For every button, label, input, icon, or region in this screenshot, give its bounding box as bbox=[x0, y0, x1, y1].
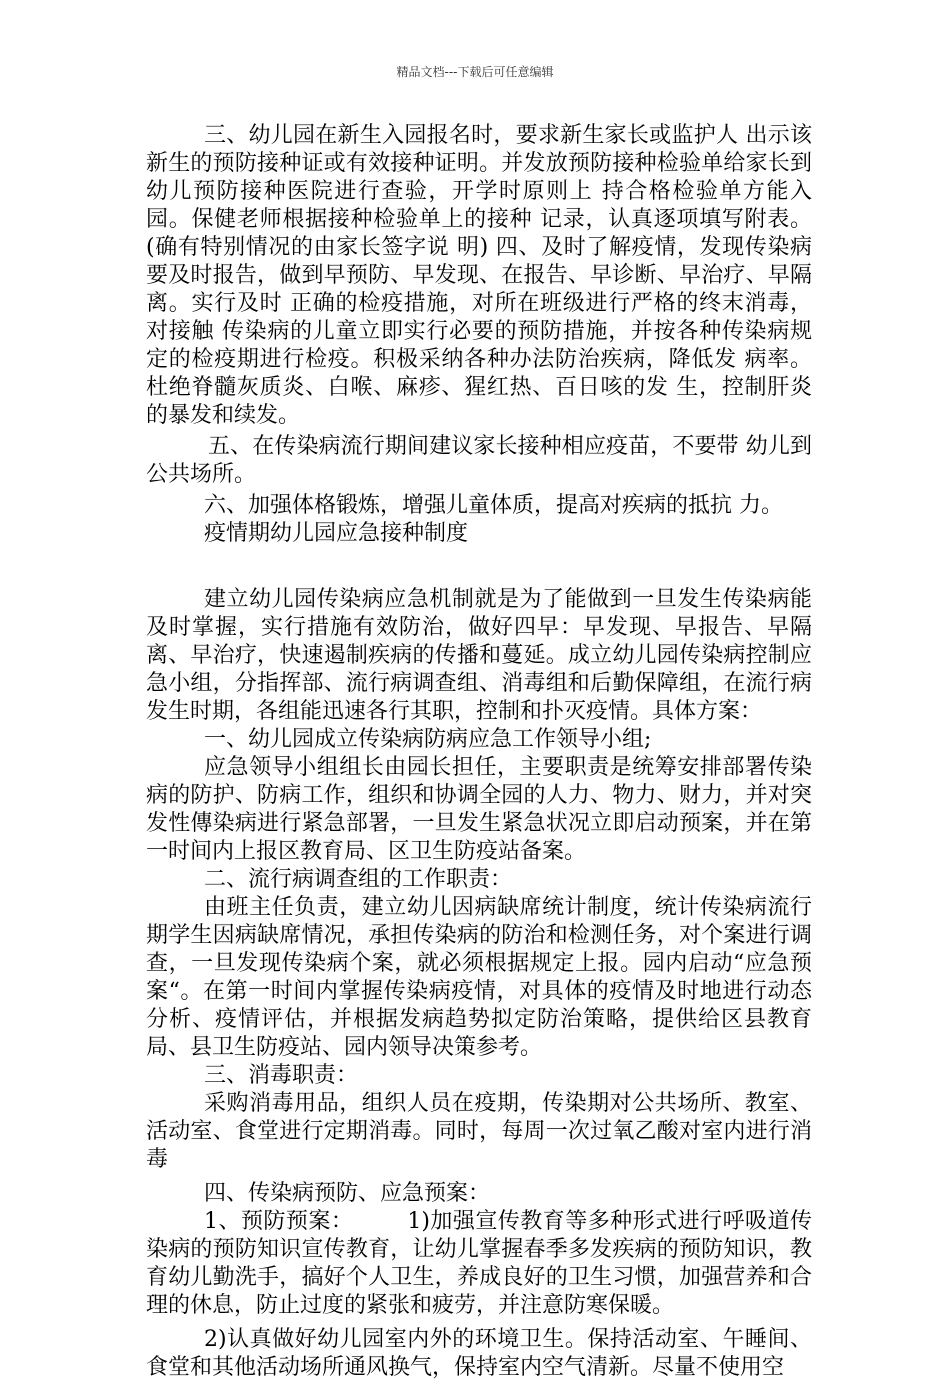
page-header: 精品文档---下载后可任意编辑 bbox=[396, 65, 554, 79]
paragraph-environment-hygiene: 2)认真做好幼儿园室内外的环境卫生。保持活动室、午睡间、食堂和其他活动场所通风换气，保持室内空气清新。尽量不使用空 bbox=[146, 1327, 812, 1380]
paragraph-physical-exercise: 六、加强体格锻炼，增强儿童体质，提高对疾病的抵抗 力。 bbox=[204, 493, 783, 518]
heading-leadership-group: 一、幼儿园成立传染病防病应急工作领导小组; bbox=[204, 727, 652, 752]
heading-epidemiology-group: 二、流行病调查组的工作职责： bbox=[204, 867, 513, 892]
paragraph-emergency-mechanism: 建立幼儿园传染病应急机制就是为了能做到一旦发生传染病能及时掌握，实行措施有效防治，做好四早：早发现、早报告、早隔离、早治疗，快速遏制疾病的传播和蔓延。成立幼儿园传染病控制应急小组，分指挥部、流行病调查组、消毒组和后勤保障组，在流行病发生时期，各组能迅速各行其职，控制和扑灭疫情。具体方案： bbox=[146, 587, 812, 724]
prevention-plan-label: 1、预防预案： bbox=[204, 1209, 354, 1234]
section-title: 疫情期幼儿园应急接种制度 bbox=[204, 521, 469, 546]
blank-line bbox=[146, 548, 812, 586]
heading-disinfection: 三、消毒职责： bbox=[204, 1063, 359, 1088]
document-body bbox=[146, 122, 812, 1382]
paragraph-disinfection-duties: 采购消毒用品，组织人员在疫期，传染期对公共场所、教室、活动室、食堂进行定期消毒。同时，每周一次过氧乙酸对室内进行消毒 bbox=[146, 1091, 812, 1172]
paragraph-admission-vaccination: 三、幼儿园在新生入园报名时，要求新生家长或监护人 出示该新生的预防接种证或有效接种证明。并发放预防接种检验单给家长到幼儿预防接种医院进行查验，开学时原则上 持合格检验单方能入园。保健老师根据接种检验单上的接种 记录，认真逐项填写附表。(确有特别情况的由家长签字说 明) 四、及时了解疫情，发现传染病要及时报告，做到早预防、早发现、在报告、早诊断、早治疗、早隔离。实行及时 正确的检疫措施，对所在班级进行严格的终末消毒，对接触 传染病的儿童立即实行必要的预防措施，并按各种传染病规定的检疫期进行检疫。积极采纳各种办法防治疾病，降低发 病率。杜绝脊髓灰质炎、白喉、麻疹、猩红热、百日咳的发 生，控制肝炎的暴发和续发。 bbox=[146, 123, 812, 428]
heading-prevention-plan: 四、传染病预防、应急预案： bbox=[204, 1181, 491, 1206]
prevention-plan-text: 1)加强宣传教育等多种形式进行呼吸道传染病的预防知识宣传教育，让幼儿掌握春季多发疾病的预防知识，教育幼儿勤洗手，搞好个人卫生，养成良好的卫生习惯，加强营养和合理的休息，防止过度的紧张和疲劳，并注意防寒保暖。 bbox=[146, 1209, 812, 1318]
paragraph-epidemiology-duties: 由班主任负责，建立幼儿因病缺席统计制度，统计传染病流行期学生因病缺席情况，承担传染病的防治和检测任务，对个案进行调查，一旦发现传染病个案，就必须根据规定上报。园内启动“应急预案“。在第一时间内掌握传染病疫情，对具体的疫情及时地进行动态分析、疫情评估，并根据发病趋势拟定防治策略，提供给区县教育局、县卫生防疫站、园内领导决策参考。 bbox=[146, 895, 812, 1060]
paragraph-prevention-plan bbox=[146, 1208, 812, 1320]
paragraph-vaccine-advice: 五、在传染病流行期间建议家长接种相应疫苗，不要带 幼儿到公共场所。 bbox=[146, 434, 812, 487]
paragraph-leadership-duties: 应急领导小组组长由园长担任，主要职责是统筹安排部署传染病的防护、防病工作，组织和协调全园的人力、物力、财力，并对突发性傳染病进行紧急部署，一旦发生紧急状况立即启动预案，并在第一时间内上报区教育局、区卫生防疫站备案。 bbox=[146, 755, 812, 864]
